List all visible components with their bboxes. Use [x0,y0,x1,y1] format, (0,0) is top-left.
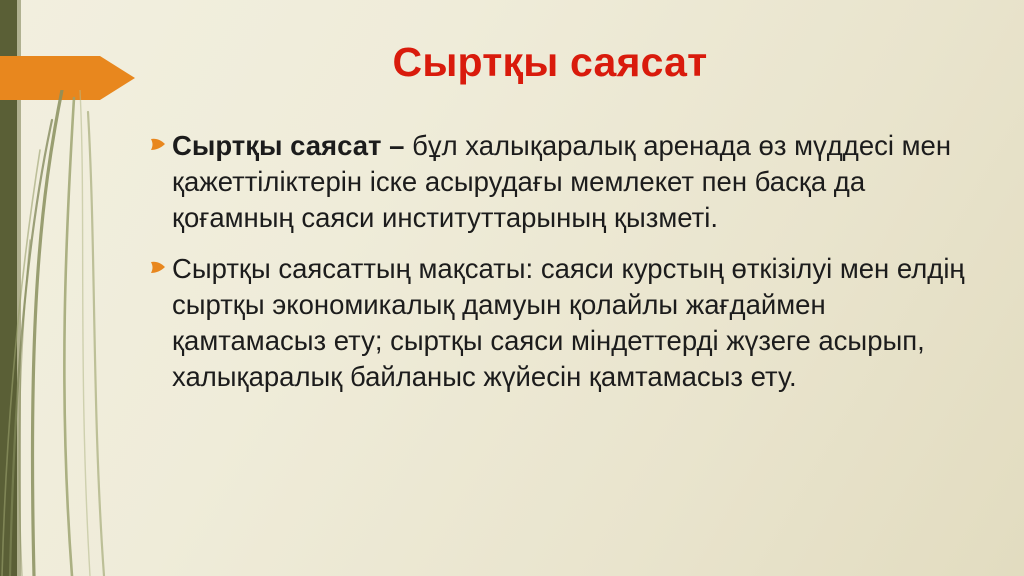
list-item [150,251,970,394]
arrow-bullet-icon [150,128,172,152]
list-item-text [172,128,970,235]
arrow-bullet-icon [150,251,172,275]
bullet-list [150,128,970,410]
list-item-body: Сыртқы саясаттың мақсаты: саяси курстың өткізілуі мен елдің сыртқы экономикалық дамуын қолайлы жағдаймен қамтамасыз ету; сыртқы саяси міндеттерді жүзеге асырып, халықаралық байланыс жүйесін қамтамасыз ету. [172,253,965,392]
list-item-lead: Сыртқы саясат – [172,130,413,161]
list-item-text [172,251,970,394]
list-item-body: бұл халықаралық аренада өз мүддесі мен қажеттіліктерін іске асырудағы мемлекет пен басқа да қоғамның саяси институттарының қызметі. [172,130,952,233]
list-item [150,128,970,235]
page-title: Сыртқы саясат [392,39,708,85]
